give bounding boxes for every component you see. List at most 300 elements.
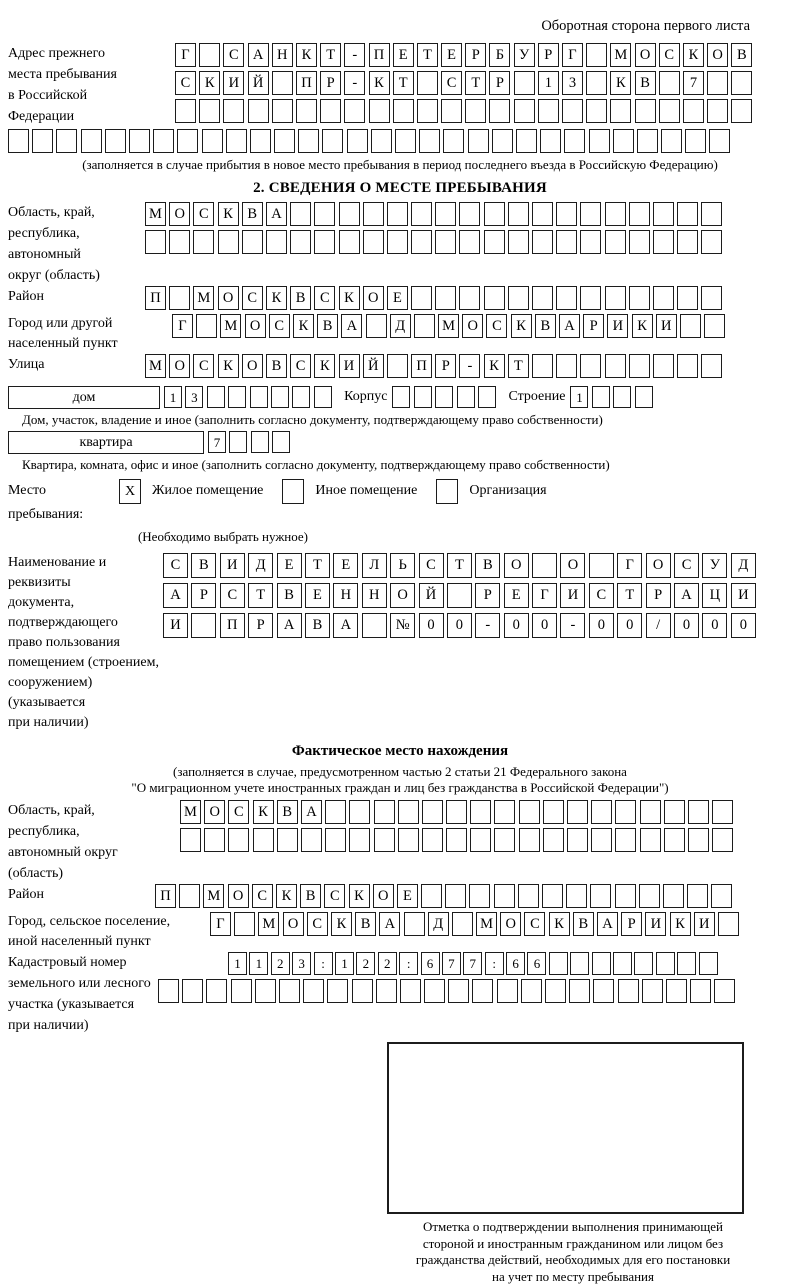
- char-cell[interactable]: Е: [504, 583, 529, 608]
- char-cell[interactable]: [393, 99, 414, 123]
- char-cell[interactable]: [580, 354, 601, 378]
- char-cell[interactable]: Й: [363, 354, 384, 378]
- char-cell[interactable]: С: [290, 354, 311, 378]
- char-cell[interactable]: [508, 230, 529, 254]
- char-cell[interactable]: И: [339, 354, 360, 378]
- char-cell[interactable]: С: [242, 286, 263, 310]
- char-cell[interactable]: [435, 230, 456, 254]
- char-cell[interactable]: [484, 230, 505, 254]
- char-cell[interactable]: [712, 800, 733, 824]
- char-cell[interactable]: [635, 386, 653, 408]
- char-cell[interactable]: [653, 354, 674, 378]
- char-cell[interactable]: :: [485, 952, 504, 975]
- char-cell[interactable]: Р: [583, 314, 604, 338]
- char-cell[interactable]: О: [245, 314, 266, 338]
- char-cell[interactable]: Р: [248, 613, 273, 638]
- char-cell[interactable]: 7: [463, 952, 482, 975]
- char-cell[interactable]: [376, 979, 397, 1003]
- char-cell[interactable]: В: [475, 553, 500, 578]
- char-cell[interactable]: И: [694, 912, 715, 936]
- char-cell[interactable]: [664, 800, 685, 824]
- char-cell[interactable]: М: [145, 354, 166, 378]
- char-cell[interactable]: Е: [397, 884, 418, 908]
- char-cell[interactable]: [411, 202, 432, 226]
- char-cell[interactable]: [580, 202, 601, 226]
- char-cell[interactable]: [469, 884, 490, 908]
- char-cell[interactable]: Р: [320, 71, 341, 95]
- char-cell[interactable]: А: [248, 43, 269, 67]
- char-cell[interactable]: М: [258, 912, 279, 936]
- char-cell[interactable]: 6: [421, 952, 440, 975]
- char-cell[interactable]: К: [610, 71, 631, 95]
- char-cell[interactable]: [366, 314, 387, 338]
- char-cell[interactable]: [663, 884, 684, 908]
- char-cell[interactable]: [613, 952, 632, 975]
- char-cell[interactable]: [484, 286, 505, 310]
- char-cell[interactable]: 2: [271, 952, 290, 975]
- char-cell[interactable]: [414, 314, 435, 338]
- char-cell[interactable]: [634, 952, 653, 975]
- char-cell[interactable]: [145, 230, 166, 254]
- stay-type-checkbox-other-premises[interactable]: [282, 479, 304, 504]
- char-cell[interactable]: [666, 979, 687, 1003]
- char-cell[interactable]: [228, 386, 246, 408]
- char-cell[interactable]: [325, 800, 346, 824]
- char-cell[interactable]: [374, 800, 395, 824]
- char-cell[interactable]: [615, 800, 636, 824]
- char-cell[interactable]: [8, 129, 29, 153]
- char-cell[interactable]: [175, 99, 196, 123]
- char-cell[interactable]: [690, 979, 711, 1003]
- char-cell[interactable]: Т: [447, 553, 472, 578]
- char-cell[interactable]: [540, 129, 561, 153]
- char-cell[interactable]: 3: [185, 386, 203, 408]
- char-cell[interactable]: [250, 129, 271, 153]
- char-cell[interactable]: О: [390, 583, 415, 608]
- char-cell[interactable]: Й: [419, 583, 444, 608]
- char-cell[interactable]: [296, 99, 317, 123]
- char-cell[interactable]: О: [462, 314, 483, 338]
- char-cell[interactable]: О: [504, 553, 529, 578]
- char-cell[interactable]: В: [277, 583, 302, 608]
- char-cell[interactable]: [206, 979, 227, 1003]
- char-cell[interactable]: [570, 952, 589, 975]
- char-cell[interactable]: [339, 202, 360, 226]
- char-cell[interactable]: Р: [435, 354, 456, 378]
- stay-type-checkbox-residential[interactable]: X: [119, 479, 141, 504]
- char-cell[interactable]: -: [560, 613, 585, 638]
- char-cell[interactable]: [424, 979, 445, 1003]
- char-cell[interactable]: [400, 979, 421, 1003]
- char-cell[interactable]: [629, 202, 650, 226]
- char-cell[interactable]: [589, 129, 610, 153]
- char-cell[interactable]: [56, 129, 77, 153]
- char-cell[interactable]: [290, 202, 311, 226]
- char-cell[interactable]: Т: [248, 583, 273, 608]
- char-cell[interactable]: [301, 828, 322, 852]
- char-cell[interactable]: [701, 354, 722, 378]
- char-cell[interactable]: [271, 386, 289, 408]
- char-cell[interactable]: [417, 99, 438, 123]
- char-cell[interactable]: 0: [674, 613, 699, 638]
- char-cell[interactable]: [204, 828, 225, 852]
- char-cell[interactable]: [448, 979, 469, 1003]
- char-cell[interactable]: [497, 979, 518, 1003]
- char-cell[interactable]: Л: [362, 553, 387, 578]
- char-cell[interactable]: [592, 386, 610, 408]
- char-cell[interactable]: Т: [320, 43, 341, 67]
- char-cell[interactable]: [613, 386, 631, 408]
- char-cell[interactable]: Е: [387, 286, 408, 310]
- char-cell[interactable]: [656, 952, 675, 975]
- char-cell[interactable]: Г: [562, 43, 583, 67]
- char-cell[interactable]: 1: [228, 952, 247, 975]
- char-cell[interactable]: Г: [210, 912, 231, 936]
- char-cell[interactable]: [542, 884, 563, 908]
- char-cell[interactable]: 0: [532, 613, 557, 638]
- char-cell[interactable]: [303, 979, 324, 1003]
- char-cell[interactable]: К: [218, 354, 239, 378]
- char-cell[interactable]: [277, 828, 298, 852]
- char-cell[interactable]: [404, 912, 425, 936]
- char-cell[interactable]: [129, 129, 150, 153]
- char-cell[interactable]: 1: [538, 71, 559, 95]
- char-cell[interactable]: К: [339, 286, 360, 310]
- char-cell[interactable]: [446, 800, 467, 824]
- char-cell[interactable]: А: [333, 613, 358, 638]
- char-cell[interactable]: [564, 129, 585, 153]
- char-cell[interactable]: [158, 979, 179, 1003]
- char-cell[interactable]: [519, 828, 540, 852]
- char-cell[interactable]: [562, 99, 583, 123]
- char-cell[interactable]: [605, 202, 626, 226]
- char-cell[interactable]: [532, 202, 553, 226]
- char-cell[interactable]: [556, 286, 577, 310]
- char-cell[interactable]: :: [314, 952, 333, 975]
- char-cell[interactable]: [589, 553, 614, 578]
- char-cell[interactable]: [169, 230, 190, 254]
- char-cell[interactable]: Н: [333, 583, 358, 608]
- char-cell[interactable]: В: [266, 354, 287, 378]
- char-cell[interactable]: Й: [248, 71, 269, 95]
- char-cell[interactable]: [532, 354, 553, 378]
- char-cell[interactable]: Г: [617, 553, 642, 578]
- char-cell[interactable]: Ь: [390, 553, 415, 578]
- char-cell[interactable]: [398, 828, 419, 852]
- char-cell[interactable]: [387, 230, 408, 254]
- char-cell[interactable]: [516, 129, 537, 153]
- char-cell[interactable]: [635, 99, 656, 123]
- char-cell[interactable]: [532, 230, 553, 254]
- char-cell[interactable]: [718, 912, 739, 936]
- char-cell[interactable]: [325, 828, 346, 852]
- char-cell[interactable]: В: [573, 912, 594, 936]
- char-cell[interactable]: [484, 202, 505, 226]
- char-cell[interactable]: Р: [538, 43, 559, 67]
- char-cell[interactable]: 1: [249, 952, 268, 975]
- char-cell[interactable]: М: [610, 43, 631, 67]
- char-cell[interactable]: О: [204, 800, 225, 824]
- char-cell[interactable]: [169, 286, 190, 310]
- char-cell[interactable]: [298, 129, 319, 153]
- char-cell[interactable]: М: [220, 314, 241, 338]
- char-cell[interactable]: [272, 71, 293, 95]
- char-cell[interactable]: [592, 952, 611, 975]
- char-cell[interactable]: Н: [362, 583, 387, 608]
- char-cell[interactable]: [494, 828, 515, 852]
- char-cell[interactable]: К: [293, 314, 314, 338]
- char-cell[interactable]: К: [296, 43, 317, 67]
- char-cell[interactable]: С: [223, 43, 244, 67]
- char-cell[interactable]: [664, 828, 685, 852]
- char-cell[interactable]: И: [731, 583, 756, 608]
- char-cell[interactable]: С: [193, 354, 214, 378]
- char-cell[interactable]: М: [203, 884, 224, 908]
- char-cell[interactable]: 2: [356, 952, 375, 975]
- char-cell[interactable]: С: [314, 286, 335, 310]
- char-cell[interactable]: [414, 386, 432, 408]
- char-cell[interactable]: О: [707, 43, 728, 67]
- char-cell[interactable]: Е: [393, 43, 414, 67]
- char-cell[interactable]: А: [163, 583, 188, 608]
- char-cell[interactable]: В: [355, 912, 376, 936]
- char-cell[interactable]: [545, 979, 566, 1003]
- char-cell[interactable]: [566, 884, 587, 908]
- char-cell[interactable]: [445, 884, 466, 908]
- char-cell[interactable]: 7: [442, 952, 461, 975]
- char-cell[interactable]: 1: [335, 952, 354, 975]
- char-cell[interactable]: [489, 99, 510, 123]
- char-cell[interactable]: 0: [702, 613, 727, 638]
- char-cell[interactable]: [349, 800, 370, 824]
- char-cell[interactable]: [465, 99, 486, 123]
- char-cell[interactable]: И: [645, 912, 666, 936]
- char-cell[interactable]: [435, 202, 456, 226]
- char-cell[interactable]: [344, 99, 365, 123]
- char-cell[interactable]: О: [218, 286, 239, 310]
- char-cell[interactable]: [207, 386, 225, 408]
- char-cell[interactable]: Т: [393, 71, 414, 95]
- char-cell[interactable]: [369, 99, 390, 123]
- char-cell[interactable]: Р: [621, 912, 642, 936]
- char-cell[interactable]: [446, 828, 467, 852]
- char-cell[interactable]: [731, 71, 752, 95]
- char-cell[interactable]: [459, 230, 480, 254]
- char-cell[interactable]: 0: [447, 613, 472, 638]
- char-cell[interactable]: К: [199, 71, 220, 95]
- stay-type-checkbox-organization[interactable]: [436, 479, 458, 504]
- char-cell[interactable]: [514, 99, 535, 123]
- char-cell[interactable]: [653, 286, 674, 310]
- char-cell[interactable]: [199, 43, 220, 67]
- char-cell[interactable]: [640, 828, 661, 852]
- char-cell[interactable]: [701, 202, 722, 226]
- char-cell[interactable]: И: [607, 314, 628, 338]
- char-cell[interactable]: [279, 979, 300, 1003]
- char-cell[interactable]: Ц: [702, 583, 727, 608]
- char-cell[interactable]: В: [305, 613, 330, 638]
- char-cell[interactable]: А: [559, 314, 580, 338]
- char-cell[interactable]: Т: [617, 583, 642, 608]
- char-cell[interactable]: [640, 800, 661, 824]
- char-cell[interactable]: [538, 99, 559, 123]
- char-cell[interactable]: [711, 884, 732, 908]
- char-cell[interactable]: [701, 230, 722, 254]
- char-cell[interactable]: [218, 230, 239, 254]
- char-cell[interactable]: В: [317, 314, 338, 338]
- char-cell[interactable]: [707, 99, 728, 123]
- char-cell[interactable]: [231, 979, 252, 1003]
- char-cell[interactable]: [196, 314, 217, 338]
- char-cell[interactable]: [556, 230, 577, 254]
- char-cell[interactable]: [363, 202, 384, 226]
- char-cell[interactable]: В: [191, 553, 216, 578]
- char-cell[interactable]: 1: [164, 386, 182, 408]
- char-cell[interactable]: [266, 230, 287, 254]
- char-cell[interactable]: [508, 202, 529, 226]
- char-cell[interactable]: С: [175, 71, 196, 95]
- char-cell[interactable]: Д: [731, 553, 756, 578]
- char-cell[interactable]: [253, 828, 274, 852]
- char-cell[interactable]: М: [476, 912, 497, 936]
- char-cell[interactable]: [447, 583, 472, 608]
- char-cell[interactable]: [290, 230, 311, 254]
- char-cell[interactable]: О: [283, 912, 304, 936]
- char-cell[interactable]: Р: [475, 583, 500, 608]
- char-cell[interactable]: С: [674, 553, 699, 578]
- char-cell[interactable]: Б: [489, 43, 510, 67]
- char-cell[interactable]: [680, 314, 701, 338]
- char-cell[interactable]: [347, 129, 368, 153]
- char-cell[interactable]: М: [145, 202, 166, 226]
- char-cell[interactable]: [591, 800, 612, 824]
- char-cell[interactable]: [314, 202, 335, 226]
- char-cell[interactable]: [226, 129, 247, 153]
- char-cell[interactable]: [629, 354, 650, 378]
- char-cell[interactable]: [731, 99, 752, 123]
- char-cell[interactable]: [272, 431, 290, 453]
- char-cell[interactable]: К: [632, 314, 653, 338]
- char-cell[interactable]: К: [511, 314, 532, 338]
- char-cell[interactable]: [417, 71, 438, 95]
- char-cell[interactable]: К: [484, 354, 505, 378]
- char-cell[interactable]: В: [535, 314, 556, 338]
- char-cell[interactable]: Г: [532, 583, 557, 608]
- char-cell[interactable]: С: [324, 884, 345, 908]
- char-cell[interactable]: У: [702, 553, 727, 578]
- char-cell[interactable]: [629, 286, 650, 310]
- char-cell[interactable]: [362, 613, 387, 638]
- char-cell[interactable]: [322, 129, 343, 153]
- char-cell[interactable]: [701, 286, 722, 310]
- char-cell[interactable]: [459, 286, 480, 310]
- char-cell[interactable]: [32, 129, 53, 153]
- char-cell[interactable]: П: [296, 71, 317, 95]
- char-cell[interactable]: 3: [292, 952, 311, 975]
- char-cell[interactable]: [677, 952, 696, 975]
- char-cell[interactable]: В: [635, 71, 656, 95]
- char-cell[interactable]: [193, 230, 214, 254]
- char-cell[interactable]: [234, 912, 255, 936]
- char-cell[interactable]: Т: [305, 553, 330, 578]
- char-cell[interactable]: -: [344, 43, 365, 67]
- char-cell[interactable]: /: [646, 613, 671, 638]
- char-cell[interactable]: В: [277, 800, 298, 824]
- char-cell[interactable]: 0: [504, 613, 529, 638]
- char-cell[interactable]: [567, 800, 588, 824]
- char-cell[interactable]: -: [475, 613, 500, 638]
- char-cell[interactable]: П: [155, 884, 176, 908]
- char-cell[interactable]: Е: [277, 553, 302, 578]
- char-cell[interactable]: [314, 230, 335, 254]
- char-cell[interactable]: М: [180, 800, 201, 824]
- char-cell[interactable]: [468, 129, 489, 153]
- char-cell[interactable]: [251, 431, 269, 453]
- char-cell[interactable]: [687, 884, 708, 908]
- char-cell[interactable]: [492, 129, 513, 153]
- char-cell[interactable]: [629, 230, 650, 254]
- char-cell[interactable]: [567, 828, 588, 852]
- char-cell[interactable]: [586, 43, 607, 67]
- char-cell[interactable]: [712, 828, 733, 852]
- char-cell[interactable]: К: [349, 884, 370, 908]
- char-cell[interactable]: [320, 99, 341, 123]
- char-cell[interactable]: [452, 912, 473, 936]
- char-cell[interactable]: А: [379, 912, 400, 936]
- char-cell[interactable]: [549, 952, 568, 975]
- char-cell[interactable]: [398, 800, 419, 824]
- char-cell[interactable]: [556, 202, 577, 226]
- char-cell[interactable]: Г: [172, 314, 193, 338]
- char-cell[interactable]: [255, 979, 276, 1003]
- char-cell[interactable]: [182, 979, 203, 1003]
- char-cell[interactable]: [223, 99, 244, 123]
- char-cell[interactable]: О: [169, 354, 190, 378]
- char-cell[interactable]: [556, 354, 577, 378]
- char-cell[interactable]: [421, 884, 442, 908]
- char-cell[interactable]: [661, 129, 682, 153]
- char-cell[interactable]: С: [163, 553, 188, 578]
- char-cell[interactable]: Г: [175, 43, 196, 67]
- char-cell[interactable]: К: [314, 354, 335, 378]
- char-cell[interactable]: [639, 884, 660, 908]
- char-cell[interactable]: [518, 884, 539, 908]
- char-cell[interactable]: [653, 230, 674, 254]
- char-cell[interactable]: [677, 354, 698, 378]
- char-cell[interactable]: [707, 71, 728, 95]
- char-cell[interactable]: [508, 286, 529, 310]
- char-cell[interactable]: С: [269, 314, 290, 338]
- char-cell[interactable]: 6: [527, 952, 546, 975]
- char-cell[interactable]: [395, 129, 416, 153]
- char-cell[interactable]: А: [597, 912, 618, 936]
- char-cell[interactable]: А: [301, 800, 322, 824]
- char-cell[interactable]: [179, 884, 200, 908]
- char-cell[interactable]: [580, 286, 601, 310]
- char-cell[interactable]: [677, 202, 698, 226]
- char-cell[interactable]: А: [341, 314, 362, 338]
- char-cell[interactable]: П: [411, 354, 432, 378]
- char-cell[interactable]: №: [390, 613, 415, 638]
- char-cell[interactable]: -: [344, 71, 365, 95]
- char-cell[interactable]: [642, 979, 663, 1003]
- char-cell[interactable]: Н: [272, 43, 293, 67]
- char-cell[interactable]: П: [369, 43, 390, 67]
- char-cell[interactable]: [709, 129, 730, 153]
- char-cell[interactable]: Е: [333, 553, 358, 578]
- char-cell[interactable]: М: [193, 286, 214, 310]
- char-cell[interactable]: [199, 99, 220, 123]
